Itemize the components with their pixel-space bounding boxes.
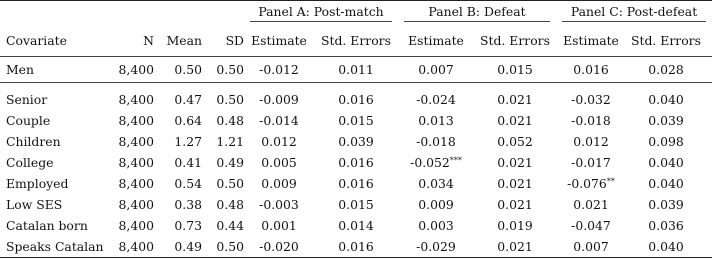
cell-panel-c-estimate-value: 0.007 xyxy=(573,239,609,254)
col-header-mean: Mean xyxy=(154,25,202,57)
cell-mean xyxy=(154,110,202,131)
cell-panel-c-std-error xyxy=(626,194,712,215)
cell-panel-b-estimate-value: -0.029 xyxy=(416,239,456,254)
cell-panel-a-std-error xyxy=(314,110,398,131)
cell-sd xyxy=(202,194,244,215)
cell-panel-b-estimate-value: -0.024 xyxy=(416,92,456,107)
cell-panel-b-estimate-value: -0.052 xyxy=(410,155,450,170)
col-header-panel-b-std-errors: Std. Errors xyxy=(474,25,556,57)
cell-panel-b-std-error xyxy=(474,215,556,236)
cell-panel-a-std-error-value: 0.016 xyxy=(338,239,374,254)
cell-covariate-value: Couple xyxy=(6,113,51,128)
cell-panel-c-estimate-value: -0.017 xyxy=(571,155,611,170)
cell-covariate xyxy=(0,57,110,83)
cell-panel-c-std-error xyxy=(626,236,712,258)
cell-panel-c-std-error-value: 0.039 xyxy=(648,197,684,212)
cell-panel-b-std-error-value: 0.021 xyxy=(497,197,533,212)
cell-n xyxy=(110,131,154,152)
cell-n-value: 8,400 xyxy=(118,92,154,107)
table-row xyxy=(0,110,712,131)
significance-stars: *** xyxy=(449,156,462,165)
cell-panel-a-std-error xyxy=(314,236,398,258)
cell-panel-a-estimate-value: -0.020 xyxy=(259,239,299,254)
cell-mean xyxy=(154,89,202,110)
cell-panel-c-estimate xyxy=(556,173,626,194)
cell-panel-c-estimate-value: 0.016 xyxy=(573,62,609,77)
table-body xyxy=(0,57,712,258)
cell-panel-c-estimate-value: -0.076 xyxy=(567,176,607,191)
cell-mean xyxy=(154,57,202,83)
cell-sd xyxy=(202,57,244,83)
cell-panel-c-estimate-value: 0.012 xyxy=(573,134,609,149)
cell-sd xyxy=(202,131,244,152)
cell-covariate-value: Children xyxy=(6,134,61,149)
cell-sd-value: 0.48 xyxy=(216,113,244,128)
cell-covariate-value: Low SES xyxy=(6,197,63,212)
cell-panel-b-std-error xyxy=(474,57,556,83)
cell-mean xyxy=(154,194,202,215)
cell-panel-a-estimate-value: -0.012 xyxy=(259,62,299,77)
cell-panel-a-estimate xyxy=(244,152,314,173)
cell-panel-c-estimate-value: -0.018 xyxy=(571,113,611,128)
cell-mean-value: 0.38 xyxy=(174,197,202,212)
cell-mean-value: 0.41 xyxy=(174,155,202,170)
cell-covariate xyxy=(0,110,110,131)
cell-n-value: 8,400 xyxy=(118,155,154,170)
cell-panel-c-estimate-value: -0.047 xyxy=(571,218,611,233)
cell-panel-a-estimate-value: 0.005 xyxy=(261,155,297,170)
cell-panel-b-estimate-value: -0.018 xyxy=(416,134,456,149)
cell-panel-c-std-error-value: 0.040 xyxy=(648,92,684,107)
cell-mean xyxy=(154,152,202,173)
cell-panel-c-std-error xyxy=(626,173,712,194)
cell-mean-value: 1.27 xyxy=(174,134,202,149)
column-header-row xyxy=(0,25,712,57)
cell-n xyxy=(110,89,154,110)
cell-sd-value: 0.50 xyxy=(216,92,244,107)
cell-panel-c-estimate xyxy=(556,152,626,173)
cell-panel-c-std-error-value: 0.040 xyxy=(648,176,684,191)
cell-mean xyxy=(154,131,202,152)
table-row xyxy=(0,215,712,236)
cell-n xyxy=(110,152,154,173)
cell-panel-b-estimate xyxy=(398,173,474,194)
cell-mean-value: 0.73 xyxy=(174,218,202,233)
cell-panel-a-estimate-value: -0.009 xyxy=(259,92,299,107)
col-header-sd: SD xyxy=(202,25,244,57)
cell-panel-a-estimate-value: -0.014 xyxy=(259,113,299,128)
cell-panel-b-estimate xyxy=(398,110,474,131)
panel-a-header xyxy=(244,1,398,26)
cell-panel-c-std-error-value: 0.098 xyxy=(648,134,684,149)
cell-panel-b-std-error-value: 0.021 xyxy=(497,113,533,128)
cell-panel-a-std-error-value: 0.016 xyxy=(338,176,374,191)
cell-n-value: 8,400 xyxy=(118,113,154,128)
cell-panel-a-std-error xyxy=(314,215,398,236)
cell-sd xyxy=(202,236,244,258)
cell-covariate-value: Catalan born xyxy=(6,218,88,233)
panel-header-row xyxy=(0,1,712,26)
cell-covariate xyxy=(0,236,110,258)
cell-panel-a-estimate xyxy=(244,89,314,110)
cell-covariate-value: Men xyxy=(6,62,34,77)
cell-covariate xyxy=(0,89,110,110)
cell-panel-b-estimate-value: 0.013 xyxy=(418,113,454,128)
panel-a-rule xyxy=(250,21,392,22)
cell-panel-c-std-error-value: 0.028 xyxy=(648,62,684,77)
cell-panel-c-estimate xyxy=(556,110,626,131)
cell-n-value: 8,400 xyxy=(118,176,154,191)
cell-panel-b-std-error xyxy=(474,89,556,110)
cell-sd xyxy=(202,110,244,131)
cell-panel-c-estimate xyxy=(556,89,626,110)
col-header-panel-c-estimate: Estimate xyxy=(556,25,626,57)
cell-panel-c-estimate xyxy=(556,57,626,83)
cell-panel-c-std-error xyxy=(626,131,712,152)
panel-b-rule xyxy=(404,21,550,22)
cell-panel-b-std-error-value: 0.021 xyxy=(497,155,533,170)
col-header-panel-c-std-errors: Std. Errors xyxy=(626,25,712,57)
cell-covariate xyxy=(0,194,110,215)
table-row xyxy=(0,173,712,194)
cell-panel-c-std-error xyxy=(626,110,712,131)
cell-mean xyxy=(154,236,202,258)
cell-panel-a-estimate xyxy=(244,215,314,236)
cell-panel-a-estimate xyxy=(244,131,314,152)
panel-b-title: Panel B: Defeat xyxy=(428,4,526,19)
table-row xyxy=(0,57,712,83)
cell-panel-c-std-error-value: 0.039 xyxy=(648,113,684,128)
cell-panel-b-estimate-value: 0.007 xyxy=(418,62,454,77)
cell-panel-b-estimate xyxy=(398,194,474,215)
table-row xyxy=(0,194,712,215)
cell-panel-a-std-error-value: 0.016 xyxy=(338,92,374,107)
cell-panel-b-std-error-value: 0.021 xyxy=(497,92,533,107)
cell-sd-value: 0.48 xyxy=(216,197,244,212)
col-header-panel-a-std-errors: Std. Errors xyxy=(314,25,398,57)
cell-covariate xyxy=(0,152,110,173)
cell-sd xyxy=(202,89,244,110)
cell-panel-a-std-error-value: 0.039 xyxy=(338,134,374,149)
cell-mean-value: 0.64 xyxy=(174,113,202,128)
significance-stars: ** xyxy=(606,177,615,186)
cell-covariate-value: Speaks Catalan xyxy=(6,239,104,254)
cell-panel-a-estimate-value: 0.012 xyxy=(261,134,297,149)
cell-panel-c-estimate xyxy=(556,215,626,236)
cell-panel-a-estimate-value: 0.009 xyxy=(261,176,297,191)
cell-panel-b-std-error-value: 0.019 xyxy=(497,218,533,233)
cell-covariate-value: College xyxy=(6,155,54,170)
cell-panel-a-std-error-value: 0.015 xyxy=(338,113,374,128)
cell-sd xyxy=(202,173,244,194)
cell-panel-a-estimate-value: 0.001 xyxy=(261,218,297,233)
cell-panel-a-estimate xyxy=(244,236,314,258)
cell-sd-value: 0.49 xyxy=(216,155,244,170)
cell-panel-c-std-error-value: 0.036 xyxy=(648,218,684,233)
cell-sd-value: 1.21 xyxy=(216,134,244,149)
cell-panel-c-estimate xyxy=(556,194,626,215)
cell-panel-b-std-error-value: 0.021 xyxy=(497,239,533,254)
panel-c-title: Panel C: Post-defeat xyxy=(570,4,698,19)
cell-panel-b-std-error xyxy=(474,194,556,215)
cell-panel-b-std-error xyxy=(474,110,556,131)
cell-panel-c-estimate-value: -0.032 xyxy=(571,92,611,107)
cell-panel-b-std-error-value: 0.021 xyxy=(497,176,533,191)
col-header-panel-a-estimate: Estimate xyxy=(244,25,314,57)
panel-c-header xyxy=(556,1,712,26)
cell-n xyxy=(110,236,154,258)
cell-panel-a-estimate xyxy=(244,110,314,131)
table-row xyxy=(0,152,712,173)
cell-panel-b-estimate xyxy=(398,215,474,236)
panel-b-header xyxy=(398,1,556,26)
cell-panel-a-std-error-value: 0.016 xyxy=(338,155,374,170)
cell-panel-a-std-error xyxy=(314,57,398,83)
cell-panel-b-estimate-value: 0.009 xyxy=(418,197,454,212)
cell-panel-a-std-error-value: 0.015 xyxy=(338,197,374,212)
col-header-covariate: Covariate xyxy=(0,25,110,57)
col-header-n: N xyxy=(110,25,154,57)
cell-n xyxy=(110,215,154,236)
cell-panel-b-estimate-value: 0.003 xyxy=(418,218,454,233)
table-row xyxy=(0,236,712,258)
cell-sd-value: 0.44 xyxy=(216,218,244,233)
cell-n-value: 8,400 xyxy=(118,218,154,233)
cell-panel-b-std-error xyxy=(474,152,556,173)
cell-panel-b-std-error xyxy=(474,236,556,258)
cell-sd xyxy=(202,152,244,173)
cell-panel-a-std-error xyxy=(314,173,398,194)
cell-panel-a-estimate xyxy=(244,194,314,215)
cell-panel-b-std-error xyxy=(474,173,556,194)
panel-header-spacer xyxy=(0,1,244,26)
cell-covariate-value: Senior xyxy=(6,92,48,107)
cell-covariate xyxy=(0,173,110,194)
cell-covariate-value: Employed xyxy=(6,176,69,191)
cell-n xyxy=(110,194,154,215)
cell-panel-b-estimate xyxy=(398,131,474,152)
cell-sd xyxy=(202,215,244,236)
cell-mean-value: 0.54 xyxy=(174,176,202,191)
cell-panel-b-estimate-value: 0.034 xyxy=(418,176,454,191)
cell-panel-a-estimate-value: -0.003 xyxy=(259,197,299,212)
cell-panel-c-std-error xyxy=(626,152,712,173)
cell-panel-b-estimate xyxy=(398,152,474,173)
cell-panel-a-std-error-value: 0.014 xyxy=(338,218,374,233)
cell-sd-value: 0.50 xyxy=(216,239,244,254)
cell-n-value: 8,400 xyxy=(118,239,154,254)
cell-n-value: 8,400 xyxy=(118,197,154,212)
col-header-panel-b-estimate: Estimate xyxy=(398,25,474,57)
cell-mean-value: 0.50 xyxy=(174,62,202,77)
cell-panel-b-std-error-value: 0.052 xyxy=(497,134,533,149)
cell-mean-value: 0.47 xyxy=(174,92,202,107)
table-row xyxy=(0,131,712,152)
cell-panel-a-estimate xyxy=(244,173,314,194)
cell-mean xyxy=(154,173,202,194)
cell-panel-a-std-error xyxy=(314,89,398,110)
cell-panel-b-estimate xyxy=(398,236,474,258)
cell-n xyxy=(110,173,154,194)
cell-n xyxy=(110,57,154,83)
cell-sd-value: 0.50 xyxy=(216,62,244,77)
panel-c-rule xyxy=(562,21,706,22)
cell-panel-c-estimate-value: 0.021 xyxy=(573,197,609,212)
cell-panel-a-std-error xyxy=(314,152,398,173)
cell-panel-a-estimate xyxy=(244,57,314,83)
cell-panel-c-std-error-value: 0.040 xyxy=(648,239,684,254)
cell-panel-a-std-error xyxy=(314,131,398,152)
table-row xyxy=(0,89,712,110)
cell-covariate xyxy=(0,131,110,152)
cell-mean xyxy=(154,215,202,236)
cell-panel-b-std-error-value: 0.015 xyxy=(497,62,533,77)
cell-panel-c-std-error xyxy=(626,215,712,236)
cell-n-value: 8,400 xyxy=(118,134,154,149)
cell-panel-a-std-error-value: 0.011 xyxy=(338,62,374,77)
cell-panel-c-std-error-value: 0.040 xyxy=(648,155,684,170)
cell-n-value: 8,400 xyxy=(118,62,154,77)
cell-panel-a-std-error xyxy=(314,194,398,215)
cell-panel-c-std-error xyxy=(626,89,712,110)
cell-panel-c-estimate xyxy=(556,131,626,152)
cell-panel-b-std-error xyxy=(474,131,556,152)
cell-panel-c-estimate xyxy=(556,236,626,258)
cell-panel-b-estimate xyxy=(398,57,474,83)
cell-covariate xyxy=(0,215,110,236)
panel-a-title: Panel A: Post-match xyxy=(258,4,384,19)
cell-sd-value: 0.50 xyxy=(216,176,244,191)
cell-n xyxy=(110,110,154,131)
cell-mean-value: 0.49 xyxy=(174,239,202,254)
cell-panel-b-estimate xyxy=(398,89,474,110)
cell-panel-c-std-error xyxy=(626,57,712,83)
